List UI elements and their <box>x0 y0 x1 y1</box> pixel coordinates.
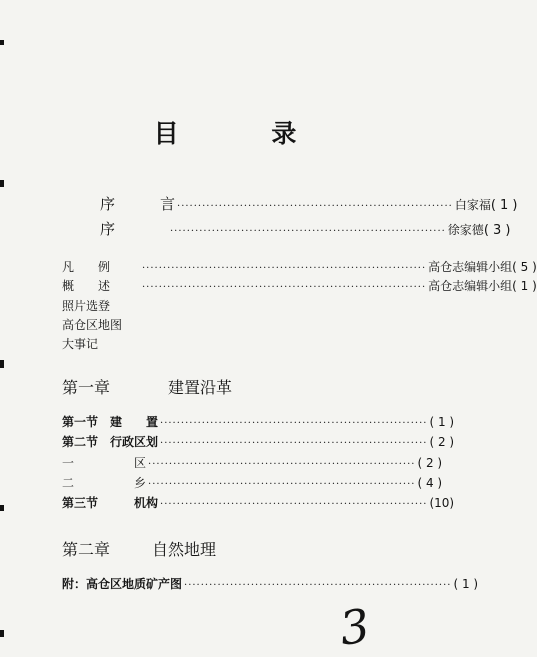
toc-entry-ch1-3 <box>62 454 443 471</box>
scan-edge-mark <box>0 40 4 45</box>
entry-label: 凡 例 <box>62 260 111 274</box>
leader-dots: ···································································· <box>142 263 427 274</box>
entry-label: 第二节 行政区划 <box>62 435 159 449</box>
toc-entry-ch1-5 <box>62 494 455 511</box>
toc-entry-preface-2 <box>100 218 511 239</box>
entry-page: ( 5 ) <box>512 260 537 274</box>
entry-label: 附：高仓区地质矿产图 <box>62 577 183 591</box>
entry-author: 徐家德 <box>447 223 484 237</box>
toc-entry-ch1-4 <box>62 474 443 491</box>
toc-item-chronicle: 大事记 <box>62 337 99 351</box>
leader-dots: ···································································· <box>142 282 427 293</box>
handwritten-page-number: 3 <box>336 598 373 656</box>
entry-page: (10) <box>429 496 455 510</box>
entry-page: ( 4 ) <box>417 476 443 490</box>
scan-edge-mark <box>0 360 4 368</box>
entry-author: 高仓志编辑小组 <box>428 279 513 293</box>
entry-author: 白家福 <box>454 198 491 212</box>
toc-entry-front-1 <box>62 258 537 275</box>
entry-label: 序 言 <box>100 195 176 213</box>
entry-page: ( 3 ) <box>483 223 511 238</box>
leader-dots: ································································ <box>184 580 452 591</box>
leader-dots: ································································ <box>160 499 428 510</box>
toc-entry-ch1-2 <box>62 433 455 450</box>
toc-entry-preface-1 <box>100 193 518 214</box>
entry-page: ( 1 ) <box>429 415 455 429</box>
leader-dots: ································································ <box>148 479 416 490</box>
toc-title: 目 录 <box>153 119 339 148</box>
entry-label: 二 乡 <box>62 476 147 490</box>
entry-label: 一 区 <box>62 456 147 470</box>
toc-entry-ch1-1 <box>62 413 455 430</box>
entry-label: 第一节 建 置 <box>62 415 159 429</box>
scan-edge-mark <box>0 180 4 187</box>
toc-entry-front-2 <box>62 277 537 294</box>
toc-item-map: 高仓区地图 <box>62 318 123 332</box>
leader-dots: ·································································· <box>170 226 446 237</box>
entry-label: 序 <box>100 220 116 238</box>
toc-entry-ch2-1 <box>62 575 479 592</box>
leader-dots: ································································ <box>160 418 428 429</box>
entry-page: ( 2 ) <box>417 456 443 470</box>
chapter2-title: 自然地理 <box>152 540 217 559</box>
chapter1-number: 第一章 <box>62 378 111 397</box>
entry-label: 概 述 <box>62 279 111 293</box>
entry-page: ( 2 ) <box>429 435 455 449</box>
entry-page: ( 1 ) <box>490 198 518 213</box>
leader-dots: ································································ <box>160 438 428 449</box>
toc-item-photos: 照片选登 <box>62 299 111 313</box>
scan-edge-mark <box>0 505 4 511</box>
chapter2-number: 第二章 <box>62 540 111 559</box>
entry-page: ( 1 ) <box>512 279 537 293</box>
chapter1-title: 建置沿革 <box>168 378 233 397</box>
entry-label: 第三节 机构 <box>62 496 159 510</box>
leader-dots: ································································ <box>148 459 416 470</box>
leader-dots: ·································································· <box>177 201 453 212</box>
entry-author: 高仓志编辑小组 <box>428 260 513 274</box>
scan-edge-mark <box>0 630 4 637</box>
entry-page: ( 1 ) <box>453 577 479 591</box>
